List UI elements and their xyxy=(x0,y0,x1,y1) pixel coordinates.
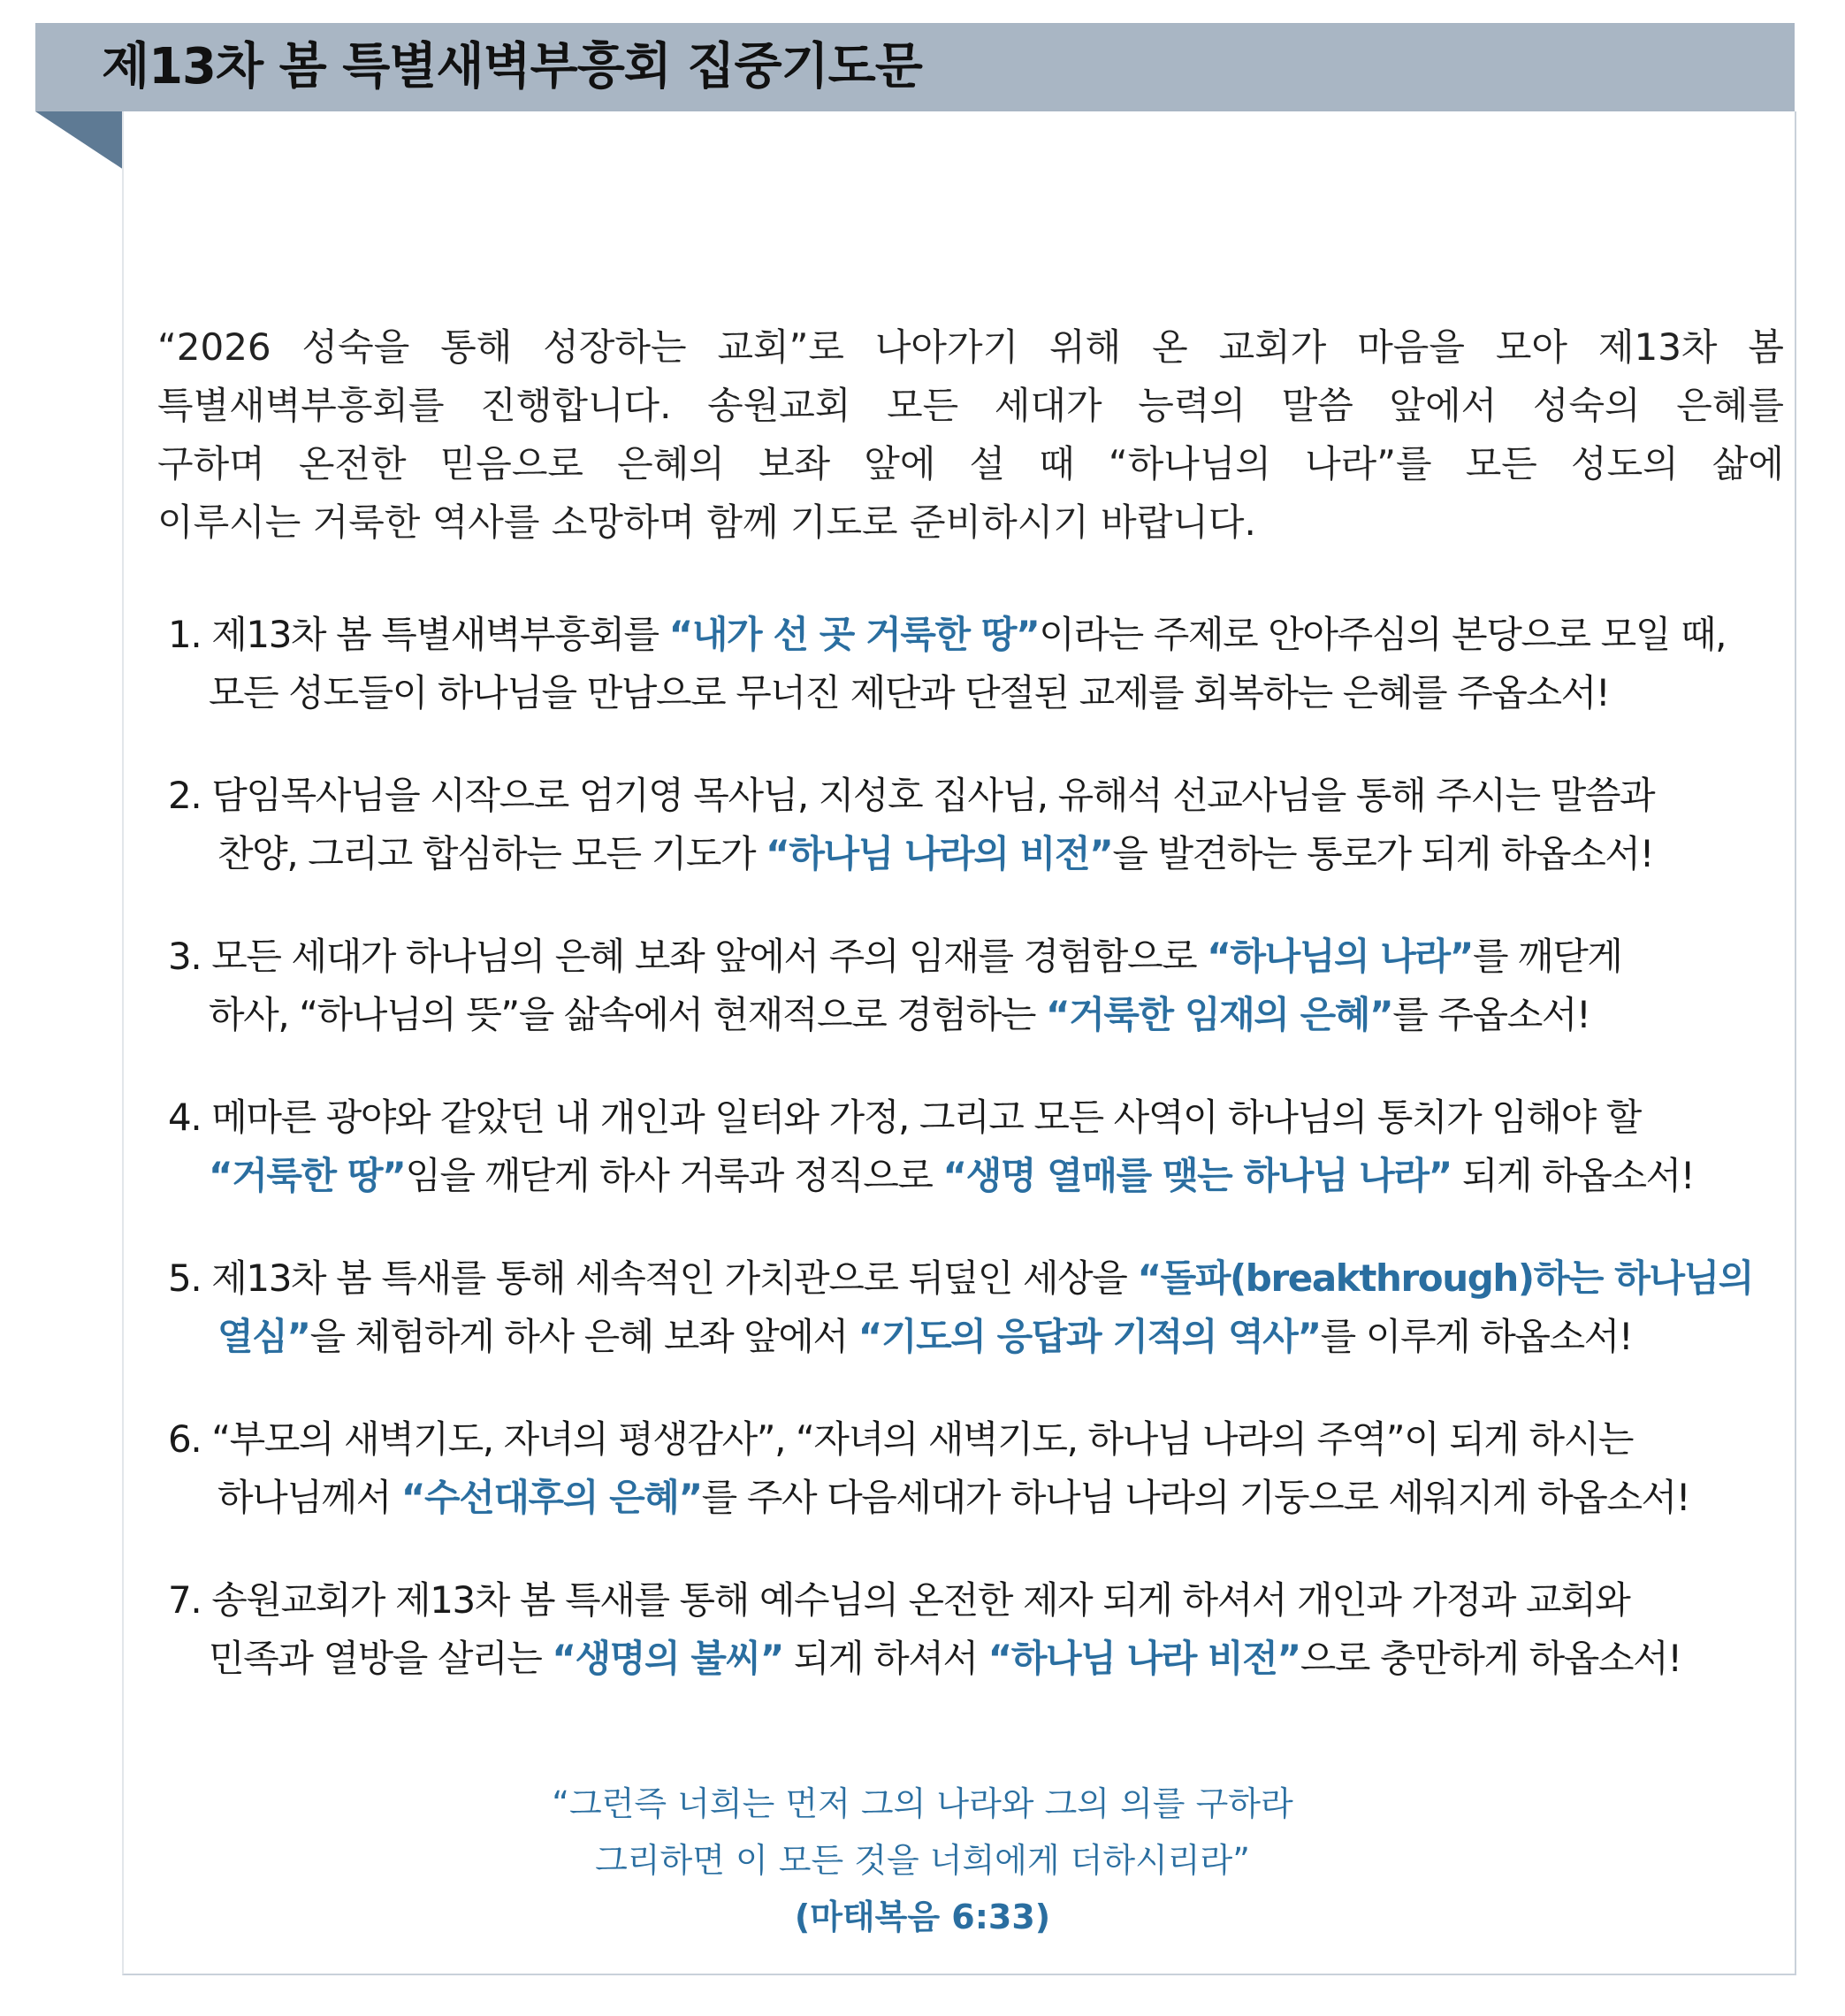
verse-line-2: 그리하면 이 모든 것을 너희에게 더하시리라” xyxy=(595,1841,1250,1880)
item-highlight: “하나님의 나라” xyxy=(1207,935,1473,978)
item-text: 을 체험하게 하사 은혜 보좌 앞에서 xyxy=(309,1315,858,1358)
item-text: 이라는 주제로 안아주심의 본당으로 모일 때, xyxy=(1039,613,1727,656)
item-text: 으로 충만하게 하옵소서! xyxy=(1300,1637,1681,1680)
intro-paragraph xyxy=(157,318,1784,552)
item-line xyxy=(168,825,1786,883)
item-highlight: 열심” xyxy=(217,1315,310,1358)
prayer-list xyxy=(168,606,1786,1732)
item-highlight: “돌파(breakthrough)하는 하나님의 xyxy=(1137,1256,1753,1300)
item-line xyxy=(168,1249,1786,1308)
item-line xyxy=(168,606,1786,664)
item-text: 되게 하셔서 xyxy=(782,1637,988,1680)
item-text: 하나님께서 xyxy=(217,1476,401,1519)
item-line xyxy=(168,1147,1786,1205)
item-text: 를 주사 다음세대가 하나님 나라의 기둥으로 세워지게 하옵소서! xyxy=(701,1476,1690,1519)
item-text: 2. 담임목사님을 시작으로 엄기영 목사님, 지성호 집사님, 유해석 선교사님을 통해 주시는 말씀과 xyxy=(168,774,1655,817)
item-text: 을 발견하는 통로가 되게 하옵소서! xyxy=(1112,832,1654,875)
prayer-item-2 xyxy=(168,767,1786,883)
prayer-item-3 xyxy=(168,928,1786,1044)
item-text: 임을 깨닫게 하사 거룩과 정직으로 xyxy=(405,1154,943,1197)
item-text: 되게 하옵소서! xyxy=(1451,1154,1695,1197)
item-highlight: “하나님 나라 비전” xyxy=(987,1637,1300,1680)
item-text: 7. 송원교회가 제13차 봄 특새를 통해 예수님의 온전한 제자 되게 하셔서 개인과 가정과 교회와 xyxy=(168,1578,1630,1622)
prayer-item-6 xyxy=(168,1410,1786,1527)
item-text: 4. 메마른 광야와 같았던 내 개인과 일터와 가정, 그리고 모든 사역이 하나님의 통치가 임해야 할 xyxy=(168,1096,1641,1139)
item-highlight: “생명 열매를 맺는 하나님 나라” xyxy=(942,1154,1452,1197)
item-line xyxy=(168,986,1786,1044)
scripture-quote xyxy=(0,1775,1845,1945)
item-highlight: “내가 선 곳 거룩한 땅” xyxy=(668,613,1040,656)
item-text: 민족과 열방을 살리는 xyxy=(209,1637,553,1680)
item-text: 찬양, 그리고 합심하는 모든 기도가 xyxy=(217,832,766,875)
intro-line: “2026 성숙을 통해 성장하는 교회”로 나아가기 위해 온 교회가 마음을 모아 제13차 봄 xyxy=(157,325,1784,369)
item-text: 하사, “하나님의 뜻”을 삶속에서 현재적으로 경험하는 xyxy=(209,993,1046,1036)
item-text: 를 깨닫게 xyxy=(1472,935,1622,978)
item-line xyxy=(168,1308,1786,1366)
item-line xyxy=(168,767,1786,825)
item-highlight: “거룩한 임재의 은혜” xyxy=(1046,993,1393,1036)
item-line xyxy=(168,664,1786,722)
item-line xyxy=(168,1571,1786,1630)
item-highlight: “거룩한 땅” xyxy=(209,1154,406,1197)
item-highlight: “생명의 불씨” xyxy=(552,1637,783,1680)
item-line xyxy=(168,1410,1786,1469)
prayer-item-4 xyxy=(168,1088,1786,1205)
verse-reference: (마태복음 6:33) xyxy=(794,1898,1051,1936)
item-text: 6. “부모의 새벽기도, 자녀의 평생감사”, “자녀의 새벽기도, 하나님 나라의 주역”이 되게 하시는 xyxy=(168,1417,1634,1461)
prayer-item-7 xyxy=(168,1571,1786,1688)
header-fold-corner xyxy=(35,111,124,170)
item-text: 를 이루게 하옵소서! xyxy=(1320,1315,1633,1358)
verse-line-1: “그런즉 너희는 먼저 그의 나라와 그의 의를 구하라 xyxy=(552,1784,1293,1823)
intro-line: 구하며 온전한 믿음으로 은혜의 보좌 앞에 설 때 “하나님의 나라”를 모든 성도의 삶에 xyxy=(157,442,1784,485)
item-text: 3. 모든 세대가 하나님의 은혜 보좌 앞에서 주의 임재를 경험함으로 xyxy=(168,935,1208,978)
page-title: 제13차 봄 특별새벽부흥회 집중기도문 xyxy=(102,38,922,95)
item-text: 1. 제13차 봄 특별새벽부흥회를 xyxy=(168,613,669,656)
prayer-item-5 xyxy=(168,1249,1786,1366)
item-highlight: “수선대후의 은혜” xyxy=(400,1476,702,1519)
item-text: 5. 제13차 봄 특새를 통해 세속적인 가치관으로 뒤덮인 세상을 xyxy=(168,1256,1138,1300)
item-line xyxy=(168,1630,1786,1688)
item-line xyxy=(168,928,1786,986)
item-highlight: “기도의 응답과 기적의 역사” xyxy=(858,1315,1321,1358)
intro-line: 이루시는 거룩한 역사를 소망하며 함께 기도로 준비하시기 바랍니다. xyxy=(157,500,1256,544)
item-text: 를 주옵소서! xyxy=(1392,993,1590,1036)
prayer-item-1 xyxy=(168,606,1786,722)
item-text: 모든 성도들이 하나님을 만남으로 무너진 제단과 단절된 교제를 회복하는 은혜를 주옵소서! xyxy=(209,671,1610,714)
item-line xyxy=(168,1469,1786,1527)
intro-line: 특별새벽부흥회를 진행합니다. 송원교회 모든 세대가 능력의 말씀 앞에서 성숙의 은혜를 xyxy=(157,384,1784,427)
item-highlight: “하나님 나라의 비전” xyxy=(766,832,1113,875)
item-line xyxy=(168,1088,1786,1147)
